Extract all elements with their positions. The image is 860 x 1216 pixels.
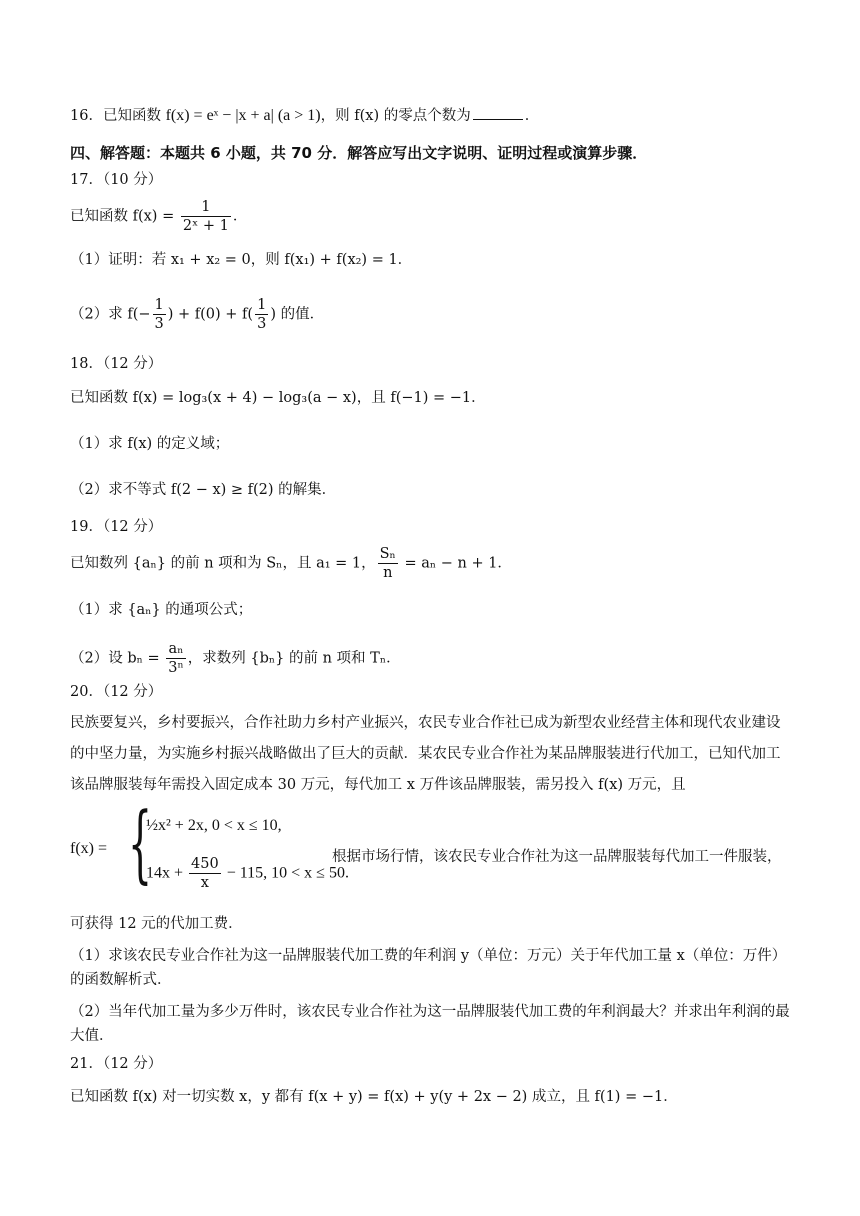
q16-formula: f(x) = eˣ − |x + a| (a > 1) — [165, 107, 321, 124]
q19-header: 19．（12 分） — [70, 519, 163, 535]
q17-part-1: （1）证明：若 x₁ + x₂ = 0，则 f(x₁) + f(x₂) = 1． — [70, 252, 413, 268]
piecewise-tail: 根据市场行情，该农民专业合作社为这一品牌服装每代加工一件服装， — [332, 849, 782, 865]
fraction-numerator: 1 — [154, 297, 164, 313]
fraction-numerator: 450 — [191, 856, 219, 872]
q18-stem: 已知函数 f(x) = log₃(x + 4) − log₃(a − x)，且 f(−1) = −1． — [70, 390, 486, 406]
piece-1: ½x² + 2x, 0 < x ≤ 10, — [146, 817, 282, 834]
q21-header: 21．（12 分） — [70, 1056, 163, 1072]
q19-fraction-2 — [166, 640, 186, 677]
q16-text: ，则 f(x) 的零点个数为 — [320, 108, 471, 124]
question-16 — [70, 104, 794, 128]
fraction-denominator: 3 — [257, 316, 267, 332]
q20-paragraph-2: 可获得 12 元的代加工费． — [70, 916, 243, 932]
q19-stem-text: 已知数列 {aₙ} 的前 n 项和为 Sₙ，且 a₁ = 1， — [70, 555, 376, 572]
fraction-denominator: 3 — [154, 316, 164, 332]
fraction-numerator: Sₙ — [379, 546, 396, 562]
piece-2 — [146, 855, 349, 892]
q17-p2-end: ) 的值． — [270, 306, 325, 323]
q20-part-1: （1）求该农民专业合作社为这一品牌服装代加工费的年利润 y（单位：万元）关于年代加工量 x（单位：万件）的函数解析式． — [70, 948, 787, 988]
q20-part-2: （2）当年代加工量为多少万件时，该农民专业合作社为这一品牌服装代加工费的年利润最大？并求出年利润的最大值． — [70, 1004, 790, 1044]
q19-part-2 — [70, 640, 794, 677]
answer-blank — [473, 119, 523, 120]
section-title: 四、解答题：本题共 6 小题，共 70 分．解答应写出文字说明、证明过程或演算步骤． — [70, 144, 648, 162]
q17-fraction — [181, 198, 231, 235]
q19-fraction — [378, 545, 398, 582]
q20-header: 20．（12 分） — [70, 684, 163, 700]
q19-part-1: （1）求 {aₙ} 的通项公式； — [70, 602, 253, 618]
fraction-numerator: aₙ — [166, 640, 186, 659]
q18-header: 18．（12 分） — [70, 356, 163, 372]
q16-end: ． — [524, 108, 540, 124]
q17-p2-text: （2）求 f(− — [70, 306, 151, 323]
q17-stem — [70, 198, 794, 235]
q17-fraction-1 — [153, 296, 166, 333]
piecewise-function — [70, 794, 830, 895]
q16-label: 16．已知函数 — [70, 108, 166, 124]
piece-2-text: 14x + — [146, 864, 188, 882]
q19-p2-text: （2）设 bₙ = — [70, 650, 165, 667]
q17-p2-mid: ) + f(0) + f( — [167, 306, 254, 323]
fraction-numerator: 1 — [257, 297, 267, 313]
fraction-denominator: 2ˣ + 1 — [182, 218, 229, 234]
q20-paragraph-1: 民族要复兴，乡村要振兴，合作社助力乡村产业振兴，农民专业合作社已成为新型农业经营主体和现代农业建设的中坚力量，为实施乡村振兴战略做出了巨大的贡献．某农民专业合作社为某品牌服装进行代加工，已知代加工该品牌服装每年需投入固定成本 30 万元，每代加工 x 万件该品牌服装，需另投入 f(x) 万元，且 — [70, 715, 781, 793]
piecewise-lhs: f(x) = — [70, 840, 108, 857]
q21-stem: 已知函数 f(x) 对一切实数 x，y 都有 f(x + y) = f(x) + y(y + 2x − 2) 成立，且 f(1) = −1． — [70, 1089, 678, 1105]
q18-part-1: （1）求 f(x) 的定义域； — [70, 436, 230, 452]
piece-2-end: − 115, 10 < x ≤ 50. — [222, 864, 349, 882]
fraction-denominator: x — [200, 875, 209, 891]
q17-stem-text: 已知函数 f(x) = — [70, 208, 179, 225]
piece-2-fraction — [189, 855, 221, 892]
fraction-denominator: 3ⁿ — [168, 660, 184, 676]
q19-p2-end: ，求数列 {bₙ} 的前 n 项和 Tₙ． — [187, 650, 401, 667]
q17-fraction-2 — [255, 296, 268, 333]
brace-symbol: { — [128, 794, 153, 892]
fraction-numerator: 1 — [181, 198, 231, 217]
q17-part-2 — [70, 296, 794, 333]
q17-header: 17．（10 分） — [70, 172, 163, 188]
q19-stem — [70, 545, 794, 582]
q18-part-2: （2）求不等式 f(2 − x) ≥ f(2) 的解集． — [70, 482, 337, 498]
fraction-denominator: n — [383, 565, 393, 581]
q17-stem-end: ． — [232, 208, 248, 225]
q19-stem-end: = aₙ − n + 1． — [399, 555, 512, 572]
